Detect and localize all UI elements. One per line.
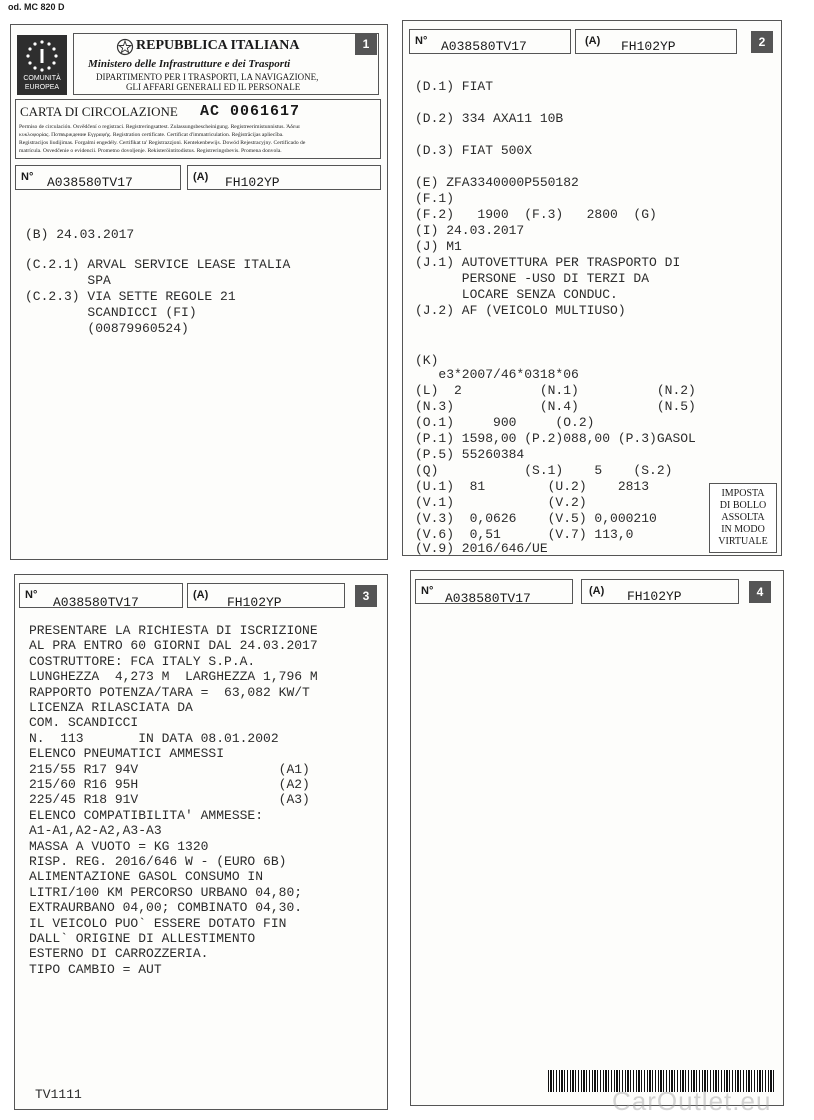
panel-number-3: 3 [355, 585, 377, 607]
field-c21-line-2: SPA [25, 273, 111, 288]
field-j2: (J.2) AF (VEICOLO MULTIUSO) [415, 303, 626, 318]
panel-3-line: LUNGHEZZA 4,273 M LARGHEZZA 1,796 M [29, 669, 318, 685]
panel-number-2: 2 [751, 31, 773, 53]
panel-3-line: RAPPORTO POTENZA/TARA = 63,082 KW/T [29, 684, 310, 700]
field-b: (B) 24.03.2017 [25, 227, 135, 242]
id-number-label-4: N° [421, 585, 434, 597]
panel-3-line: TIPO CAMBIO = AUT [29, 961, 162, 977]
multilang-line-3: Registracijos liudijimas. Forgalmi engedély. Certifikat ta' Registrazzjoni. Kentekenbewijs. Dowód Rejestracyjny. Certificado de [19, 140, 306, 146]
panel-3-line: IL VEICOLO PUO` ESSERE DOTATO FIN [29, 915, 287, 931]
plate-value-2: FH102YP [621, 39, 676, 54]
eu-stars-icon [17, 37, 67, 75]
id-number-value-2: A038580TV17 [441, 39, 527, 54]
panel-3-line: COM. SCANDICCI [29, 715, 139, 731]
field-j1-line-1: (J.1) AUTOVETTURA PER TRASPORTO DI [415, 255, 681, 270]
field-j1-line-2: PERSONE -USO DI TERZI DA [415, 271, 650, 286]
department-line-2: GLI AFFARI GENERALI ED IL PERSONALE [126, 82, 301, 92]
panel-3-line: ELENCO COMPATIBILITA' AMMESSE: [29, 807, 264, 823]
panel-3-line: LICENZA RILASCIATA DA [29, 700, 193, 715]
plate-label-2: (A) [585, 35, 601, 47]
eu-emblem [17, 35, 67, 95]
tax-stamp-line-1: IMPOSTA [721, 488, 765, 499]
panel-3-line: ESTERNO DI CARROZZERIA. [29, 946, 209, 962]
id-number-label-3: N° [25, 589, 38, 601]
department-line-1: DIPARTIMENTO PER I TRASPORTI, LA NAVIGAZIONE, [96, 72, 319, 82]
panel-3-line: 215/60 R16 95H (A2) [29, 777, 310, 792]
panel-3-line: 225/45 R18 91V (A3) [29, 792, 310, 808]
field-f1: (F.1) [415, 191, 455, 206]
field-u1: (U.1) 81 (U.2) 2813 [415, 479, 650, 494]
field-v9: (V.9) 2016/646/UE [415, 541, 548, 556]
field-c23-line-3: (00879960524) [25, 321, 189, 336]
panel-number-1: 1 [355, 33, 377, 55]
field-o1: (O.1) 900 (O.2) [415, 415, 595, 430]
panel-3-line: LITRI/100 KM PERCORSO URBANO 04,80; [29, 884, 303, 900]
id-number-label-2: N° [415, 35, 428, 47]
field-c21-line-1: (C.2.1) ARVAL SERVICE LEASE ITALIA [25, 257, 291, 272]
plate-label: (A) [193, 171, 209, 183]
panel-3-line: N. 113 IN DATA 08.01.2002 [29, 730, 279, 746]
doc-serial: AC 0061617 [200, 103, 301, 120]
panel-3-line: PRESENTARE LA RICHIESTA DI ISCRIZIONE [29, 623, 318, 638]
field-v1: (V.1) (V.2) [415, 495, 587, 510]
ministry-title: Ministero delle Infrastrutture e dei Trasporti [88, 58, 291, 70]
field-n3: (N.3) (N.4) (N.5) [415, 399, 696, 414]
panel-3-line: A1-A1,A2-A2,A3-A3 [29, 823, 162, 839]
field-i: (I) 24.03.2017 [415, 223, 525, 238]
plate-label-4: (A) [589, 585, 605, 597]
id-number-value: A038580TV17 [47, 175, 133, 190]
panel-3-line: EXTRAURBANO 04,00; COMBINATO 04,30. [29, 900, 303, 916]
emblem-icon [116, 38, 134, 56]
multilang-line-4: matrícula. Osvedčenie o evidencii. Prometno dovoljenje. Rekisteröintitodistus. Registreringsbevis. Promena donvola. [19, 148, 282, 154]
field-f2: (F.2) 1900 (F.3) 2800 (G) [415, 207, 657, 222]
doc-title: CARTA DI CIRCOLAZIONE [20, 104, 178, 119]
form-code: od. MC 820 D [8, 2, 65, 12]
id-number-value-3: A038580TV17 [53, 595, 139, 610]
panel-3-line: COSTRUTTORE: FCA ITALY S.P.A. [29, 653, 256, 669]
tax-stamp-line-2: DI BOLLO [719, 500, 767, 511]
field-e: (E) ZFA3340000P550182 [415, 175, 579, 190]
panel-3-line: ELENCO PNEUMATICI AMMESSI [29, 746, 225, 762]
field-c23-line-1: (C.2.3) VIA SETTE REGOLE 21 [25, 289, 236, 304]
multilang-line-2: κυκλοφορίας. Потвърждение Εγγραφής. Registration certificate. Certificat d'immatriculation. Reģistrācijas apliecība. [19, 132, 284, 138]
tax-stamp-line-4: IN MODO [721, 524, 765, 535]
panel-3-line: DALL` ORIGINE DI ALLESTIMENTO [29, 931, 256, 946]
field-j: (J) M1 [415, 239, 462, 254]
plate-value-3: FH102YP [227, 595, 282, 610]
field-p1: (P.1) 1598,00 (P.2)088,00 (P.3)GASOL [415, 431, 696, 446]
tax-stamp-box [709, 483, 777, 553]
field-c23-line-2: SCANDICCI (FI) [25, 305, 197, 320]
field-d2: (D.2) 334 AXA11 10B [415, 111, 564, 126]
multilang-line-1: Permiso de circulación. Osvědčení o registraci. Registreringsattest. Zulassungsbescheinigung. Registreerimistunnistus. Άδεια [19, 124, 300, 130]
panel-3-line: 215/55 R17 94V (A1) [29, 761, 310, 777]
eu-label-1: COMUNITÀ [23, 75, 61, 82]
plate-label-3: (A) [193, 589, 209, 601]
field-d3: (D.3) FIAT 500X [415, 143, 533, 158]
plate-box [187, 165, 381, 190]
panel-3-line: MASSA A VUOTO = KG 1320 [29, 838, 209, 854]
header-box [73, 33, 379, 95]
plate-value-4: FH102YP [627, 589, 682, 604]
panel-2 [402, 20, 782, 556]
tax-stamp-line-3: ASSOLTA [721, 512, 765, 523]
field-k: (K) [415, 353, 439, 368]
field-l: (L) 2 (N.1) (N.2) [415, 383, 696, 398]
field-p5: (P.5) 55260384 [415, 447, 525, 462]
id-number-value-4: A038580TV17 [445, 591, 531, 606]
field-v3: (V.3) 0,0626 (V.5) 0,000210 [415, 511, 657, 526]
field-q: (Q) (S.1) 5 (S.2) [415, 463, 673, 478]
watermark: CarOutlet.eu [612, 1086, 772, 1116]
plate-value: FH102YP [225, 175, 280, 190]
panel-4 [410, 570, 784, 1106]
panel-3-line: RISP. REG. 2016/646 W - (EURO 6B) [29, 854, 287, 869]
eu-label-2: EUROPEA [24, 84, 60, 91]
field-j1-line-3: LOCARE SENZA CONDUC. [415, 287, 618, 302]
field-k-value: e3*2007/46*0318*06 [415, 367, 579, 382]
panel-1 [10, 24, 388, 560]
id-number-label: N° [21, 171, 34, 183]
field-d1: (D.1) FIAT [415, 79, 494, 94]
panel-3-footer: TV1111 [35, 1087, 82, 1102]
doc-title-box [15, 99, 381, 159]
panel-number-4: 4 [749, 581, 771, 603]
field-v6: (V.6) 0,51 (V.7) 113,0 [415, 527, 634, 542]
panel-3-line: AL PRA ENTRO 60 GIORNI DAL 24.03.2017 [29, 638, 318, 654]
country-title: REPUBBLICA ITALIANA [136, 38, 300, 53]
panel-3-line: ALIMENTAZIONE GASOL CONSUMO IN [29, 869, 264, 885]
tax-stamp-line-5: VIRTUALE [718, 536, 768, 547]
panel-3 [14, 574, 388, 1110]
